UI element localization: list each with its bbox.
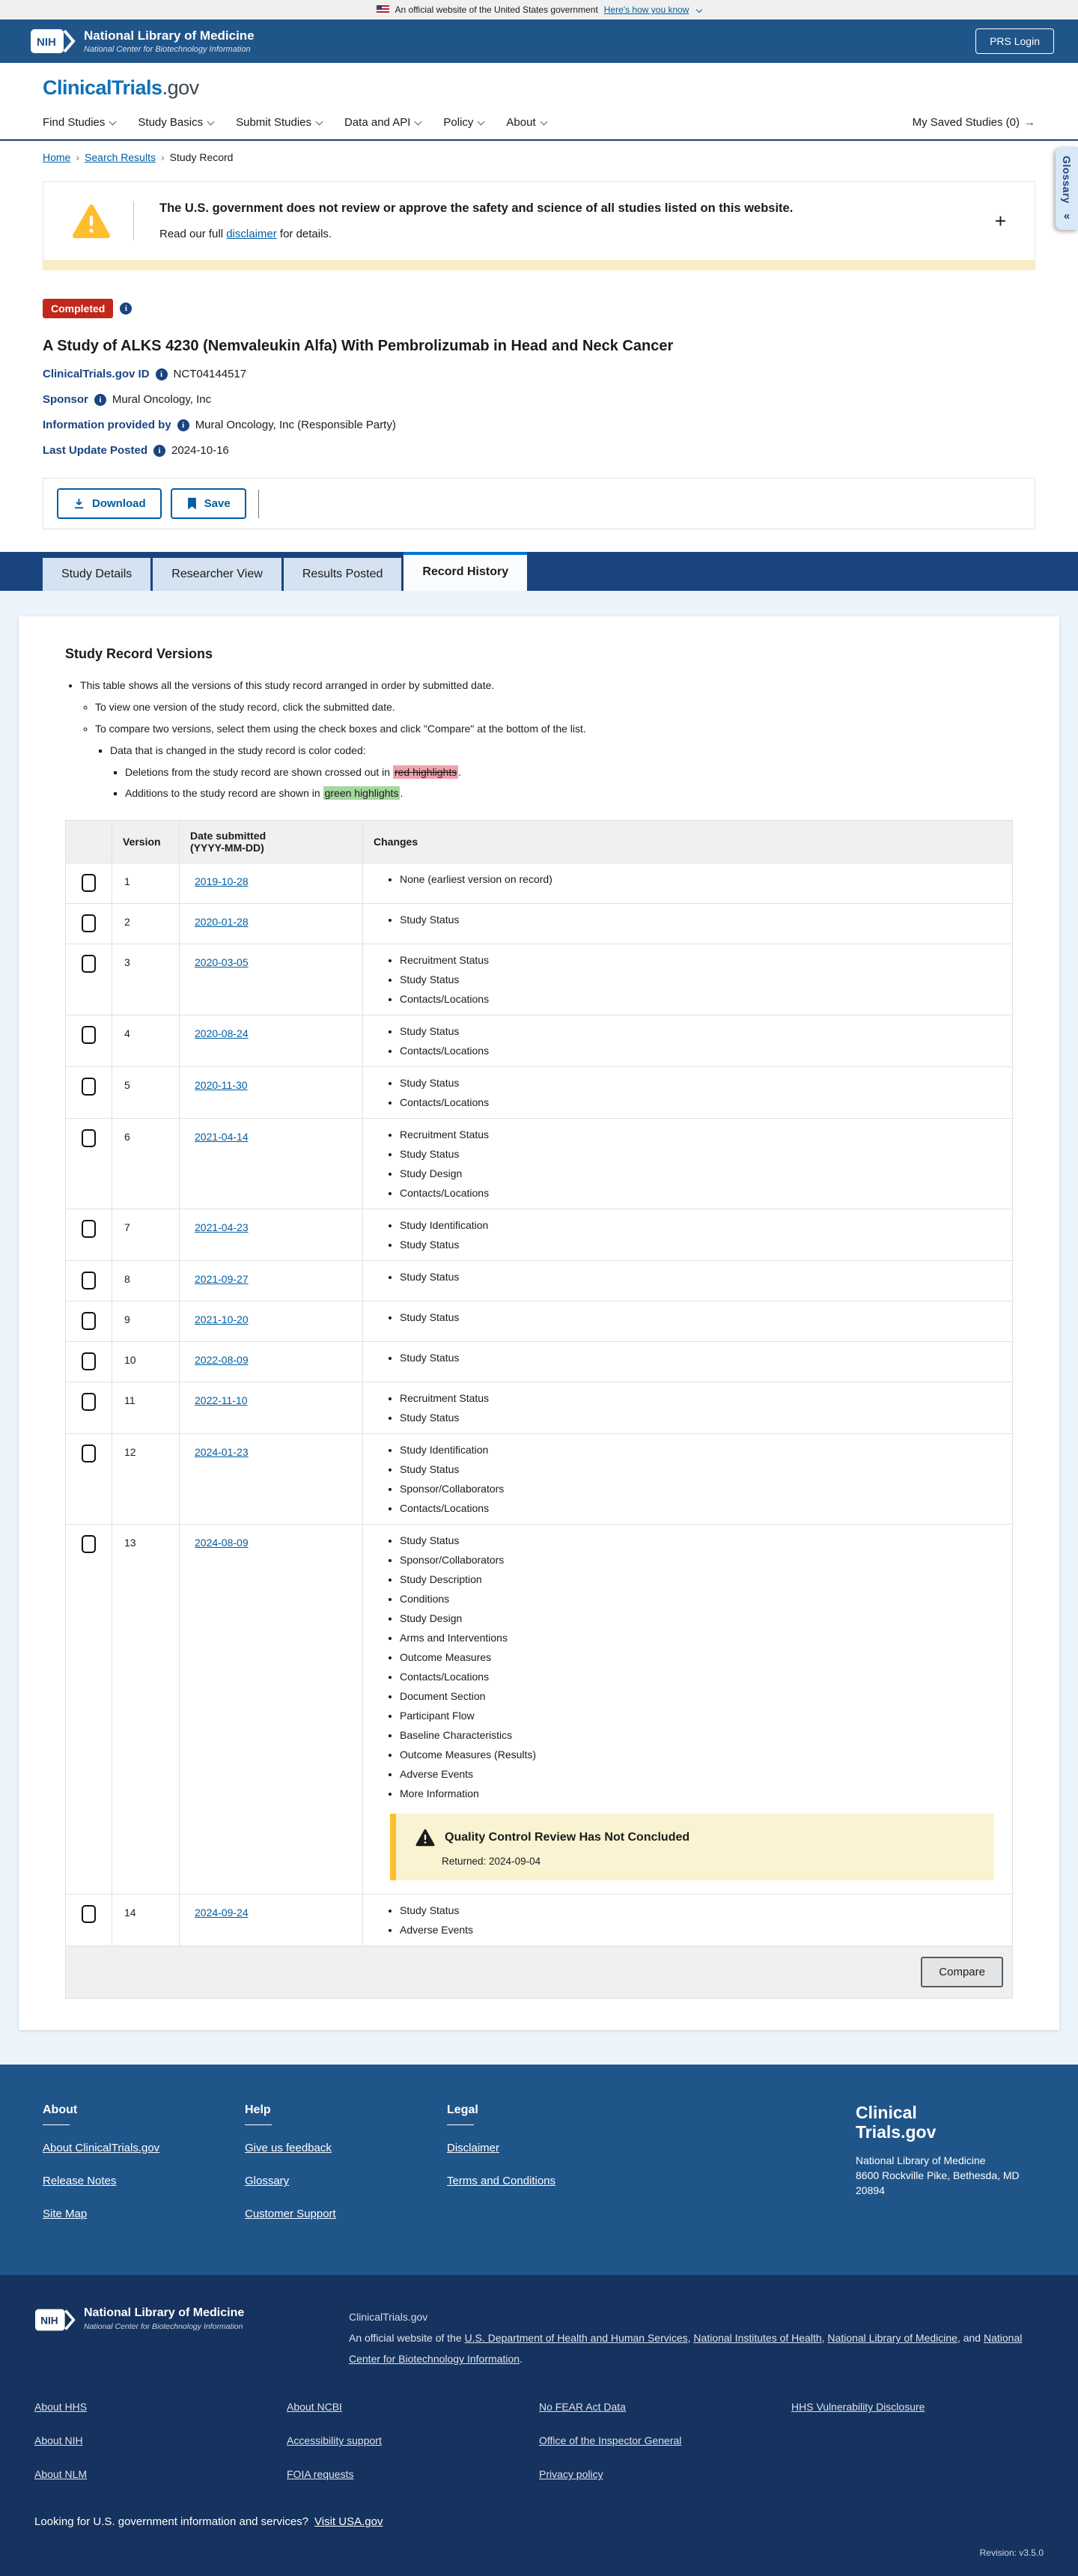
download-button[interactable]: Download <box>57 488 162 519</box>
change-item: • Contacts/Locations <box>400 1501 1002 1515</box>
changes-list <box>374 1024 1002 1057</box>
arrow-right-icon: → <box>1024 116 1035 129</box>
checkbox-cell <box>66 1342 112 1382</box>
status-badge: Completed <box>43 299 113 318</box>
footer-column-heading: Legal <box>447 2103 478 2117</box>
date-cell <box>180 1067 363 1119</box>
change-item: • Contacts/Locations <box>400 992 1002 1006</box>
changes-cell <box>363 1342 1013 1382</box>
date-cell <box>180 904 363 944</box>
change-item: • Study Status <box>400 1411 1002 1424</box>
table-row <box>66 1015 1013 1067</box>
date-cell <box>180 1119 363 1209</box>
changes-list <box>374 872 1002 886</box>
date-cell <box>180 1382 363 1434</box>
change-item: • Document Section <box>400 1689 1002 1703</box>
change-item: • Adverse Events <box>400 1923 1002 1936</box>
info-icon[interactable]: i <box>156 368 168 380</box>
revision-label: Revision: v3.5.0 <box>979 2548 1044 2559</box>
version-date-link[interactable]: 2024-08-09 <box>195 1537 249 1549</box>
version-date-link[interactable]: 2024-01-23 <box>195 1446 249 1459</box>
version-number: 14 <box>112 1895 180 1946</box>
chevron-down-icon <box>207 118 215 126</box>
agency-link-column <box>539 2401 791 2502</box>
footer-heading-rule <box>447 2124 474 2125</box>
version-checkbox[interactable] <box>82 1393 96 1411</box>
version-checkbox[interactable] <box>82 1078 96 1096</box>
footer-column-heading: Help <box>245 2103 271 2117</box>
footer-link[interactable]: Give us feedback <box>245 2142 332 2155</box>
agency-links <box>34 2401 1044 2502</box>
date-cell <box>180 1015 363 1067</box>
nav-item-find-studies[interactable]: Find Studies <box>43 116 115 129</box>
footer-link[interactable]: Site Map <box>43 2208 88 2221</box>
breadcrumb-separator: › <box>76 151 80 163</box>
changes-cell <box>363 1067 1013 1119</box>
change-item: • Study Status <box>400 913 1002 926</box>
subfooter-org: National Library of Medicine <box>84 2306 245 2320</box>
change-item: • Arms and Interventions <box>400 1631 1002 1644</box>
change-item: • None (earliest version on record) <box>400 872 1002 886</box>
alert-title: The U.S. government does not review or approve the safety and science of all studies listed on this website. <box>159 201 794 215</box>
change-item: • Recruitment Status <box>400 1128 1002 1141</box>
change-item: • Outcome Measures <box>400 1650 1002 1664</box>
last-update-label: Last Update Posted <box>43 444 148 457</box>
disclaimer-alert <box>43 181 1035 270</box>
footer-link[interactable]: Release Notes <box>43 2175 117 2188</box>
change-item: • Contacts/Locations <box>400 1044 1002 1057</box>
change-item: • Study Status <box>400 1238 1002 1251</box>
changes-cell <box>363 1434 1013 1525</box>
table-row <box>66 1434 1013 1525</box>
change-item: • Study Status <box>400 1310 1002 1324</box>
checkbox-cell <box>66 904 112 944</box>
table-row <box>66 944 1013 1015</box>
agency-link[interactable]: About NCBI <box>287 2401 342 2414</box>
checkbox-cell <box>66 1015 112 1067</box>
versions-table <box>65 820 1013 1946</box>
checkbox-cell <box>66 1525 112 1895</box>
changes-cell <box>363 1119 1013 1209</box>
change-item: • Recruitment Status <box>400 953 1002 967</box>
section-heading: Study Record Versions <box>65 646 213 661</box>
version-date-link[interactable]: 2022-08-09 <box>195 1354 249 1367</box>
nih-logo-icon <box>30 26 76 56</box>
checkbox-cell <box>66 1382 112 1434</box>
nih-logo-icon <box>34 2306 76 2333</box>
version-number: 5 <box>112 1067 180 1119</box>
footer-link[interactable]: Terms and Conditions <box>447 2175 556 2188</box>
change-item: • Sponsor/Collaborators <box>400 1553 1002 1567</box>
date-cell <box>180 863 363 904</box>
checkbox-cell <box>66 1301 112 1342</box>
change-item: • Adverse Events <box>400 1767 1002 1781</box>
changes-list <box>374 1391 1002 1424</box>
table-row <box>66 1301 1013 1342</box>
qc-warning-banner <box>390 1814 994 1880</box>
checkbox-cell <box>66 944 112 1015</box>
alert-expand-button[interactable]: + <box>994 209 1006 232</box>
change-item: • Contacts/Locations <box>400 1186 1002 1200</box>
chevron-down-icon <box>540 118 547 126</box>
version-number: 6 <box>112 1119 180 1209</box>
version-checkbox[interactable] <box>82 1535 96 1553</box>
chevron-down-icon <box>478 118 485 126</box>
version-checkbox[interactable] <box>82 1905 96 1923</box>
visit-usa-link[interactable]: Visit USA.gov <box>314 2515 383 2529</box>
glossary-side-tab[interactable] <box>1056 147 1078 230</box>
agency-link[interactable]: About HHS <box>34 2401 88 2414</box>
footer-heading-rule <box>43 2124 70 2125</box>
changes-cell <box>363 904 1013 944</box>
version-date-link[interactable]: 2020-03-05 <box>195 956 249 969</box>
changes-column-header: Changes <box>363 821 1013 863</box>
official-org-link[interactable]: U.S. Department of Health and Human Services <box>464 2332 688 2345</box>
checkbox-cell <box>66 1434 112 1525</box>
change-item: • Study Status <box>400 1462 1002 1476</box>
sponsor-value: Mural Oncology, Inc <box>112 393 212 406</box>
table-row <box>66 904 1013 944</box>
changes-list <box>374 1310 1002 1324</box>
svg-text:NIH: NIH <box>37 36 56 49</box>
table-row <box>66 1067 1013 1119</box>
date-cell <box>180 944 363 1015</box>
bookmark-icon <box>186 497 198 510</box>
info-icon[interactable]: i <box>120 303 132 315</box>
warning-triangle-icon <box>72 204 111 239</box>
change-item: • Study Status <box>400 1076 1002 1090</box>
change-item: • Recruitment Status <box>400 1391 1002 1405</box>
footer-link[interactable]: Customer Support <box>245 2208 336 2221</box>
changes-cell <box>363 1261 1013 1301</box>
change-item: • More Information <box>400 1787 1002 1800</box>
version-column-header: Version <box>112 821 180 863</box>
footer-clinicaltrials-logo: Clinical Trials.gov <box>856 2103 937 2142</box>
date-cell <box>180 1434 363 1525</box>
date-cell <box>180 1342 363 1382</box>
change-item: • Contacts/Locations <box>400 1096 1002 1109</box>
version-date-link[interactable]: 2020-11-30 <box>195 1079 248 1092</box>
footer-column-heading: About <box>43 2103 78 2117</box>
change-item: • Study Status <box>400 973 1002 986</box>
nlm-header <box>0 19 1078 63</box>
checkbox-cell <box>66 1119 112 1209</box>
footer-column-legal <box>447 2103 649 2241</box>
changes-cell <box>363 1382 1013 1434</box>
alert-text: Read our full disclaimer for details. <box>159 228 332 240</box>
footer-link[interactable]: Glossary <box>245 2175 290 2188</box>
changes-list <box>374 913 1002 926</box>
change-item: • Study Identification <box>400 1218 1002 1232</box>
sponsor-label: Sponsor <box>43 393 88 406</box>
official-org-link[interactable]: National Library of Medicine <box>827 2332 957 2345</box>
breadcrumb <box>0 141 1078 171</box>
prs-login-button[interactable]: PRS Login <box>975 28 1054 54</box>
change-item: • Study Identification <box>400 1443 1002 1456</box>
version-checkbox[interactable] <box>82 1445 96 1462</box>
date-cell <box>180 1261 363 1301</box>
table-row <box>66 1525 1013 1895</box>
footer-column-help <box>245 2103 447 2241</box>
table-row <box>66 1382 1013 1434</box>
changes-list <box>374 1076 1002 1109</box>
agency-footer <box>0 2275 1078 2576</box>
change-item: • Conditions <box>400 1592 1002 1606</box>
change-item: • Study Design <box>400 1167 1002 1180</box>
my-saved-studies-link[interactable]: My Saved Studies (0) → <box>912 116 1035 129</box>
intro-notes: • This table shows all the versions of this study record arranged in order by submitted date. ◦ To view one version of the study record, click the submitted date. ◦ To compare two versions, select them using the check boxes and click "Compare" at the bottom of the list. ▪ Data that is changed in the study record is color coded: ▪ Deletions from the study record are shown crossed out in red highlights . ▪ Additions to the study record are shown in green highlights . <box>65 678 1013 801</box>
agency-link[interactable]: HHS Vulnerability Disclosure <box>791 2401 925 2414</box>
us-flag-icon <box>377 5 389 14</box>
version-date-link[interactable]: 2019-10-28 <box>195 875 249 888</box>
agency-link-column <box>34 2401 287 2502</box>
action-bar <box>43 478 1035 529</box>
changes-cell <box>363 944 1013 1015</box>
version-checkbox[interactable] <box>82 874 96 892</box>
breadcrumb-separator: › <box>160 151 165 163</box>
footer-link[interactable]: Disclaimer <box>447 2142 500 2155</box>
date-cell <box>180 1301 363 1342</box>
version-date-link[interactable]: 2021-09-27 <box>195 1273 249 1286</box>
breadcrumb-link[interactable]: Search Results <box>85 151 156 163</box>
addition-legend: ▪ Additions to the study record are shown in green highlights . <box>125 786 1013 801</box>
qc-warning-title: Quality Control Review Has Not Concluded <box>445 1831 690 1844</box>
change-item: • Contacts/Locations <box>400 1670 1002 1683</box>
alert-divider <box>133 201 134 240</box>
last-update-value: 2024-10-16 <box>171 444 229 457</box>
red-highlight-sample: red highlights <box>394 765 457 778</box>
clinicaltrials-logo[interactable]: ClinicalTrials.gov <box>43 76 199 99</box>
nlm-org-name: National Library of Medicine <box>84 28 255 43</box>
version-checkbox[interactable] <box>82 914 96 932</box>
nlm-org-subtitle: National Center for Biotechnology Information <box>84 45 251 54</box>
info-icon[interactable]: i <box>94 394 106 406</box>
nav-item-study-basics[interactable]: Study Basics <box>138 116 213 129</box>
tab-record-history[interactable]: Record History <box>404 552 527 591</box>
nav-item-data-and-api[interactable]: Data and API <box>344 116 421 129</box>
agency-link-column <box>791 2401 1044 2502</box>
change-item: • Baseline Characteristics <box>400 1728 1002 1742</box>
collapse-chevrons-icon: « <box>1063 209 1071 222</box>
change-item: • Study Status <box>400 1904 1002 1917</box>
deletion-legend: ▪ Deletions from the study record are shown crossed out in red highlights . <box>125 765 1013 780</box>
table-row <box>66 1209 1013 1261</box>
chevron-down-icon <box>415 118 422 126</box>
version-date-link[interactable]: 2024-09-24 <box>195 1907 249 1919</box>
checkbox-column-header <box>66 821 112 863</box>
download-icon <box>73 497 85 510</box>
footer-heading-rule <box>245 2124 272 2125</box>
record-history-panel <box>0 591 1078 2065</box>
date-cell <box>180 1525 363 1895</box>
nav-item-submit-studies[interactable]: Submit Studies <box>236 116 322 129</box>
table-row <box>66 1342 1013 1382</box>
table-row <box>66 1119 1013 1209</box>
changes-cell <box>363 1209 1013 1261</box>
change-item: • Study Status <box>400 1147 1002 1161</box>
agency-link[interactable]: No FEAR Act Data <box>539 2401 626 2414</box>
divider <box>258 490 259 518</box>
checkbox-cell <box>66 1895 112 1946</box>
changes-list <box>374 1443 1002 1515</box>
usa-gov-line: Looking for U.S. government information and services? Visit USA.gov <box>34 2515 383 2529</box>
gov-banner <box>0 0 1078 19</box>
agency-link[interactable]: Accessibility support <box>287 2434 382 2447</box>
change-item: • Sponsor/Collaborators <box>400 1482 1002 1495</box>
chevron-down-icon <box>316 118 323 126</box>
nav-item-about[interactable]: About <box>506 116 546 129</box>
main-nav <box>0 100 1078 141</box>
official-site-text: An official website of the United States government <box>395 4 598 15</box>
version-date-link[interactable]: 2021-04-14 <box>195 1131 249 1143</box>
agency-link-column <box>287 2401 539 2502</box>
id-value: NCT04144517 <box>173 368 247 380</box>
agency-link[interactable]: Privacy policy <box>539 2468 603 2481</box>
version-number: 12 <box>112 1434 180 1525</box>
change-item: • Study Design <box>400 1611 1002 1625</box>
version-number: 7 <box>112 1209 180 1261</box>
agency-link[interactable]: About NIH <box>34 2434 83 2447</box>
changes-cell <box>363 863 1013 904</box>
id-label: ClinicalTrials.gov ID <box>43 368 150 380</box>
version-number: 1 <box>112 863 180 904</box>
info-icon[interactable]: i <box>177 419 189 431</box>
how-you-know-link[interactable]: Here's how you know <box>603 4 689 15</box>
breadcrumb-current: Study Record <box>169 151 234 163</box>
checkbox-cell <box>66 863 112 904</box>
version-checkbox[interactable] <box>82 1272 96 1289</box>
date-cell <box>180 1209 363 1261</box>
save-button[interactable]: Save <box>171 488 246 519</box>
change-item: • Study Description <box>400 1573 1002 1586</box>
changes-list <box>374 1534 1002 1800</box>
info-provided-value: Mural Oncology, Inc (Responsible Party) <box>195 419 396 431</box>
record-tabs <box>0 552 1078 591</box>
version-date-link[interactable]: 2021-04-23 <box>195 1221 249 1234</box>
disclaimer-link[interactable]: disclaimer <box>226 228 277 240</box>
changes-cell <box>363 1895 1013 1946</box>
date-column-header: Date submitted (YYYY-MM-DD) <box>180 821 363 863</box>
subfooter-org-subtitle: National Center for Biotechnology Information <box>84 2322 243 2332</box>
changes-cell <box>363 1525 1013 1895</box>
qc-warning-triangle-icon <box>415 1829 435 1847</box>
version-number: 11 <box>112 1382 180 1434</box>
changes-list <box>374 1218 1002 1251</box>
changes-list <box>374 1904 1002 1936</box>
agency-link[interactable]: Office of the Inspector General <box>539 2434 682 2447</box>
change-item: • Study Status <box>400 1024 1002 1038</box>
footer-column-about <box>43 2103 245 2241</box>
version-checkbox[interactable] <box>82 1220 96 1238</box>
change-item: • Study Status <box>400 1351 1002 1364</box>
version-number: 2 <box>112 904 180 944</box>
change-item: • Outcome Measures (Results) <box>400 1748 1002 1761</box>
agency-link[interactable]: About NLM <box>34 2468 88 2481</box>
nav-item-policy[interactable]: Policy <box>443 116 484 129</box>
version-checkbox[interactable] <box>82 1352 96 1370</box>
study-title: A Study of ALKS 4230 (Nemvaleukin Alfa) With Pembrolizumab in Head and Neck Cancer <box>43 338 674 354</box>
changes-cell <box>363 1301 1013 1342</box>
nih-logo[interactable] <box>30 26 255 56</box>
breadcrumb-link[interactable]: Home <box>43 151 71 163</box>
tab-results-posted[interactable]: Results Posted <box>284 558 402 591</box>
version-date-link[interactable]: 2022-11-10 <box>195 1394 248 1407</box>
checkbox-cell <box>66 1209 112 1261</box>
version-date-link[interactable]: 2020-08-24 <box>195 1027 249 1040</box>
changes-list <box>374 1128 1002 1200</box>
official-org-link[interactable]: National Institutes of Health <box>693 2332 822 2345</box>
change-item: • Participant Flow <box>400 1709 1002 1722</box>
checkbox-cell <box>66 1261 112 1301</box>
table-row <box>66 1261 1013 1301</box>
qc-returned-date: Returned: 2024-09-04 <box>442 1856 541 1868</box>
changes-list <box>374 1351 1002 1364</box>
agency-link[interactable]: FOIA requests <box>287 2468 354 2481</box>
version-number: 13 <box>112 1525 180 1895</box>
tab-study-details[interactable]: Study Details <box>43 558 150 591</box>
info-icon[interactable]: i <box>153 445 165 457</box>
table-row <box>66 1895 1013 1946</box>
version-checkbox[interactable] <box>82 1129 96 1147</box>
changes-cell <box>363 1015 1013 1067</box>
green-highlight-sample: green highlights <box>324 787 399 800</box>
checkbox-cell <box>66 1067 112 1119</box>
version-number: 10 <box>112 1342 180 1382</box>
footer-address: National Library of Medicine 8600 Rockville Pike, Bethesda, MD 20894 <box>856 2154 1020 2197</box>
changes-list <box>374 953 1002 1006</box>
version-number: 4 <box>112 1015 180 1067</box>
site-footer <box>0 2065 1078 2275</box>
table-row <box>66 863 1013 904</box>
version-checkbox[interactable] <box>82 1312 96 1330</box>
table-footer <box>65 1946 1013 1999</box>
glossary-tab-label: Glossary <box>1061 156 1073 204</box>
site-bar <box>0 63 1078 100</box>
chevron-down-icon <box>109 118 117 126</box>
change-item: • Study Status <box>400 1270 1002 1284</box>
version-checkbox[interactable] <box>82 955 96 973</box>
version-date-link[interactable]: 2020-01-28 <box>195 916 249 929</box>
version-number: 3 <box>112 944 180 1015</box>
footer-link[interactable]: About ClinicalTrials.gov <box>43 2142 160 2155</box>
svg-text:NIH: NIH <box>40 2315 58 2327</box>
version-number: 8 <box>112 1261 180 1301</box>
tab-researcher-view[interactable]: Researcher View <box>153 558 281 591</box>
chevron-down-icon <box>696 7 702 13</box>
changes-list <box>374 1270 1002 1284</box>
version-number: 9 <box>112 1301 180 1342</box>
compare-button[interactable]: Compare <box>921 1957 1003 1987</box>
info-provided-label: Information provided by <box>43 419 171 431</box>
official-org-link[interactable]: National Center for Biotechnology Information <box>349 2332 1023 2366</box>
version-date-link[interactable]: 2021-10-20 <box>195 1313 249 1326</box>
date-cell <box>180 1895 363 1946</box>
version-checkbox[interactable] <box>82 1026 96 1044</box>
official-website-statement: ClinicalTrials.gov An official website of the U.S. Department of Health and Human Services, National Institutes of Health, National Library of Medicine, and National Center for Biotechnology Information. <box>349 2311 1023 2366</box>
change-item: • Study Status <box>400 1534 1002 1547</box>
